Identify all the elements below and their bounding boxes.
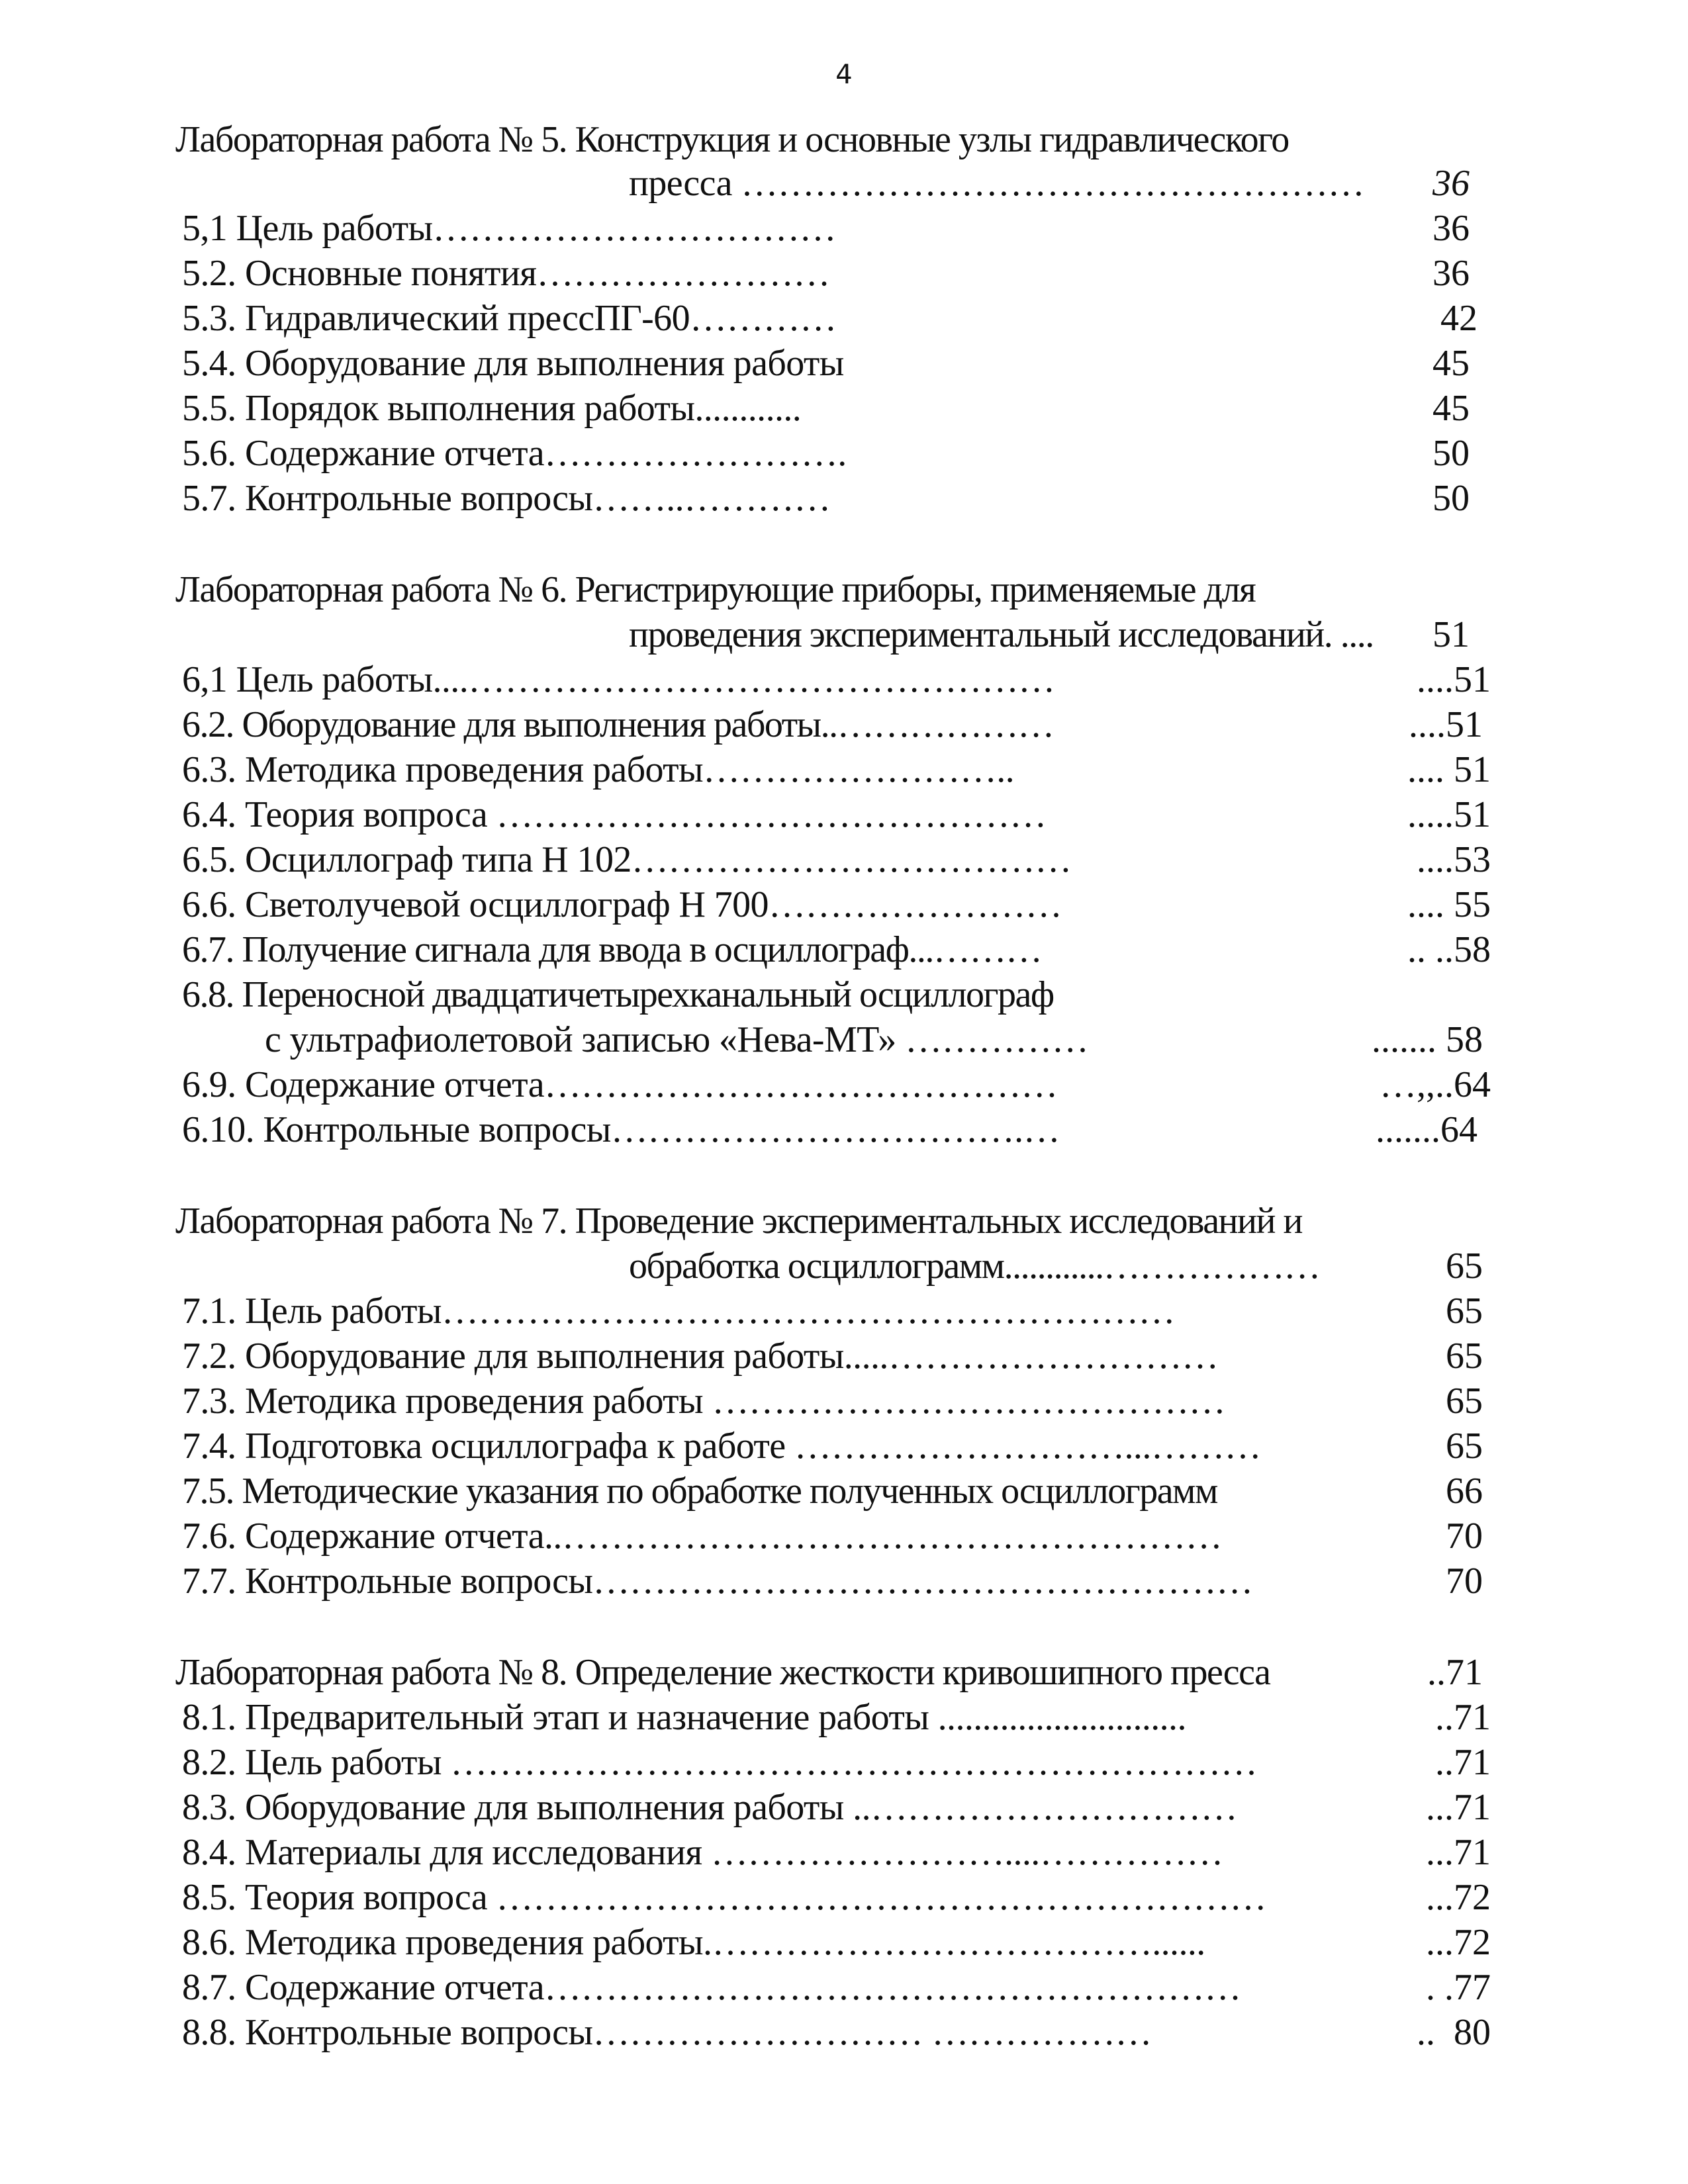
toc-entry-page: 42 [1440,298,1477,339]
toc-entry: 8.4. Материалы для исследования ……………………....…………… [182,1832,1223,1873]
toc-entry: 7.4. Подготовка осциллографа к работе ………………………...……… [182,1426,1261,1467]
section-title: Лабораторная работа № 8. Определение жесткости кривошипного пресса [175,1652,1270,1693]
toc-entry: 8.7. Содержание отчета………………………………………………… [182,1967,1241,2008]
section-title: Лабораторная работа № 6. Регистрирующие приборы, применяемые для [175,569,1256,610]
toc-entry: 6.8. Переносной двадцатичетырехканальный осциллограф [182,974,1054,1015]
toc-entry-page: 45 [1432,388,1470,429]
toc-entry-continuation: с ультрафиолетовой записью «Нева-МТ» …………… [265,1019,1089,1060]
section-title-continuation: пресса …………………………………………… [629,163,1365,204]
toc-entry-page: .....51 [1407,794,1491,835]
toc-entry-page: 70 [1446,1516,1483,1557]
toc-entry: 7.1. Цель работы…………………………………………………… [182,1291,1175,1332]
toc-entry-page: 65 [1446,1291,1483,1332]
toc-entry-page: ...71 [1426,1832,1491,1873]
toc-entry-page: ....51 [1409,704,1483,745]
toc-entry: 8.5. Теория вопроса ……………………………………………………… [182,1877,1266,1918]
toc-entry-page: 65 [1446,1426,1483,1467]
toc-entry: 5.5. Порядок выполнения работы............ [182,388,802,429]
toc-entry: 8.8. Контрольные вопросы……………………… ……………… [182,2012,1152,2053]
toc-entry: 7.5. Методические указания по обработке полученных осциллограмм [182,1471,1217,1512]
toc-entry: 7.7. Контрольные вопросы……………………………………………… [182,1561,1253,1602]
toc-entry-page: ....51 [1417,659,1491,700]
toc-entry: 6.6. Светолучевой осциллограф Н 700…………………… [182,884,1062,925]
toc-entry-page: 45 [1432,343,1470,384]
section-title: Лабораторная работа № 5. Конструкция и основные узлы гидравлического [175,119,1289,160]
toc-entry: 6.4. Теория вопроса ……………………………………… [182,794,1047,835]
toc-entry-page: ....... 58 [1372,1019,1483,1060]
toc-entry-page: ...71 [1426,1787,1491,1828]
toc-entry-page: ...72 [1426,1877,1491,1918]
toc-entry-page: 70 [1446,1561,1483,1602]
toc-entry: 6.7. Получение сигнала для ввода в осциллограф...……… [182,929,1042,970]
toc-entry: 6.3. Методика проведения работы…………………….. [182,749,1015,790]
toc-entry: 5.3. Гидравлический прессПГ-60………… [182,298,837,339]
toc-entry: 5,1 Цель работы…………………………… [182,208,836,249]
toc-entry: 8.3. Оборудование для выполнения работы ..………………………… [182,1787,1237,1828]
toc-entry: 8.6. Методика проведения работы.………………………………...... [182,1922,1205,1963]
toc-entry: 6.10. Контрольные вопросы…………………………….… [182,1109,1060,1150]
toc-entry: 8.1. Предварительный этап и назначение работы ............................ [182,1697,1186,1738]
toc-entry-page: …,,..64 [1380,1064,1491,1105]
section-title-continuation: проведения экспериментальный исследований. .... [629,614,1374,655]
toc-entry-page: 65 [1446,1381,1483,1422]
toc-entry-page: ..71 [1435,1742,1491,1783]
section-title-page: 36 [1432,163,1470,204]
toc-entry-page: .......64 [1376,1109,1477,1150]
section-title-page: 65 [1446,1246,1483,1287]
toc-entry: 7.3. Методика проведения работы …………………………………… [182,1381,1226,1422]
toc-entry-page: 36 [1432,208,1470,249]
toc-entry-page: .. ..58 [1407,929,1491,970]
section-title-page: ..71 [1427,1652,1483,1693]
toc-entry-page: ..71 [1435,1697,1491,1738]
toc-entry-page: 66 [1446,1471,1483,1512]
toc-entry: 6.5. Осциллограф типа Н 102……………………………… [182,839,1072,880]
toc-entry: 8.2. Цель работы ………………………………………………………… [182,1742,1258,1783]
toc-entry: 6.9. Содержание отчета…………………………………… [182,1064,1058,1105]
page-number: 4 [835,60,853,90]
toc-entry-page: ....53 [1417,839,1491,880]
toc-entry-page: .... 55 [1407,884,1491,925]
toc-entry: 7.2. Оборудование для выполнения работы.....……………………… [182,1336,1219,1377]
toc-entry: 6,1 Цель работы....………………………………………… [182,659,1055,700]
toc-entry-page: .. 80 [1417,2012,1491,2053]
toc-entry: 5.7. Контрольные вопросы……..………… [182,478,831,519]
toc-entry-page: .... 51 [1407,749,1491,790]
section-title-continuation: обработка осциллограмм............……………… [629,1246,1320,1287]
toc-entry-page: 65 [1446,1336,1483,1377]
toc-entry-page: . .77 [1426,1967,1491,2008]
toc-entry-page: 50 [1432,433,1470,474]
section-title-page: 51 [1432,614,1470,655]
toc-entry-page: 36 [1432,253,1470,294]
toc-entry: 7.6. Содержание отчета..……………………………………………… [182,1516,1222,1557]
toc-entry-page: 50 [1432,478,1470,519]
toc-entry-page: ...72 [1426,1922,1491,1963]
toc-entry: 5.2. Основные понятия…………………… [182,253,830,294]
toc-entry: 5.4. Оборудование для выполнения работы [182,343,844,384]
toc-entry: 5.6. Содержание отчета……………………. [182,433,847,474]
section-title: Лабораторная работа № 7. Проведение экспериментальных исследований и [175,1201,1302,1242]
toc-entry: 6.2. Оборудование для выполнения работы..……………… [182,704,1054,745]
